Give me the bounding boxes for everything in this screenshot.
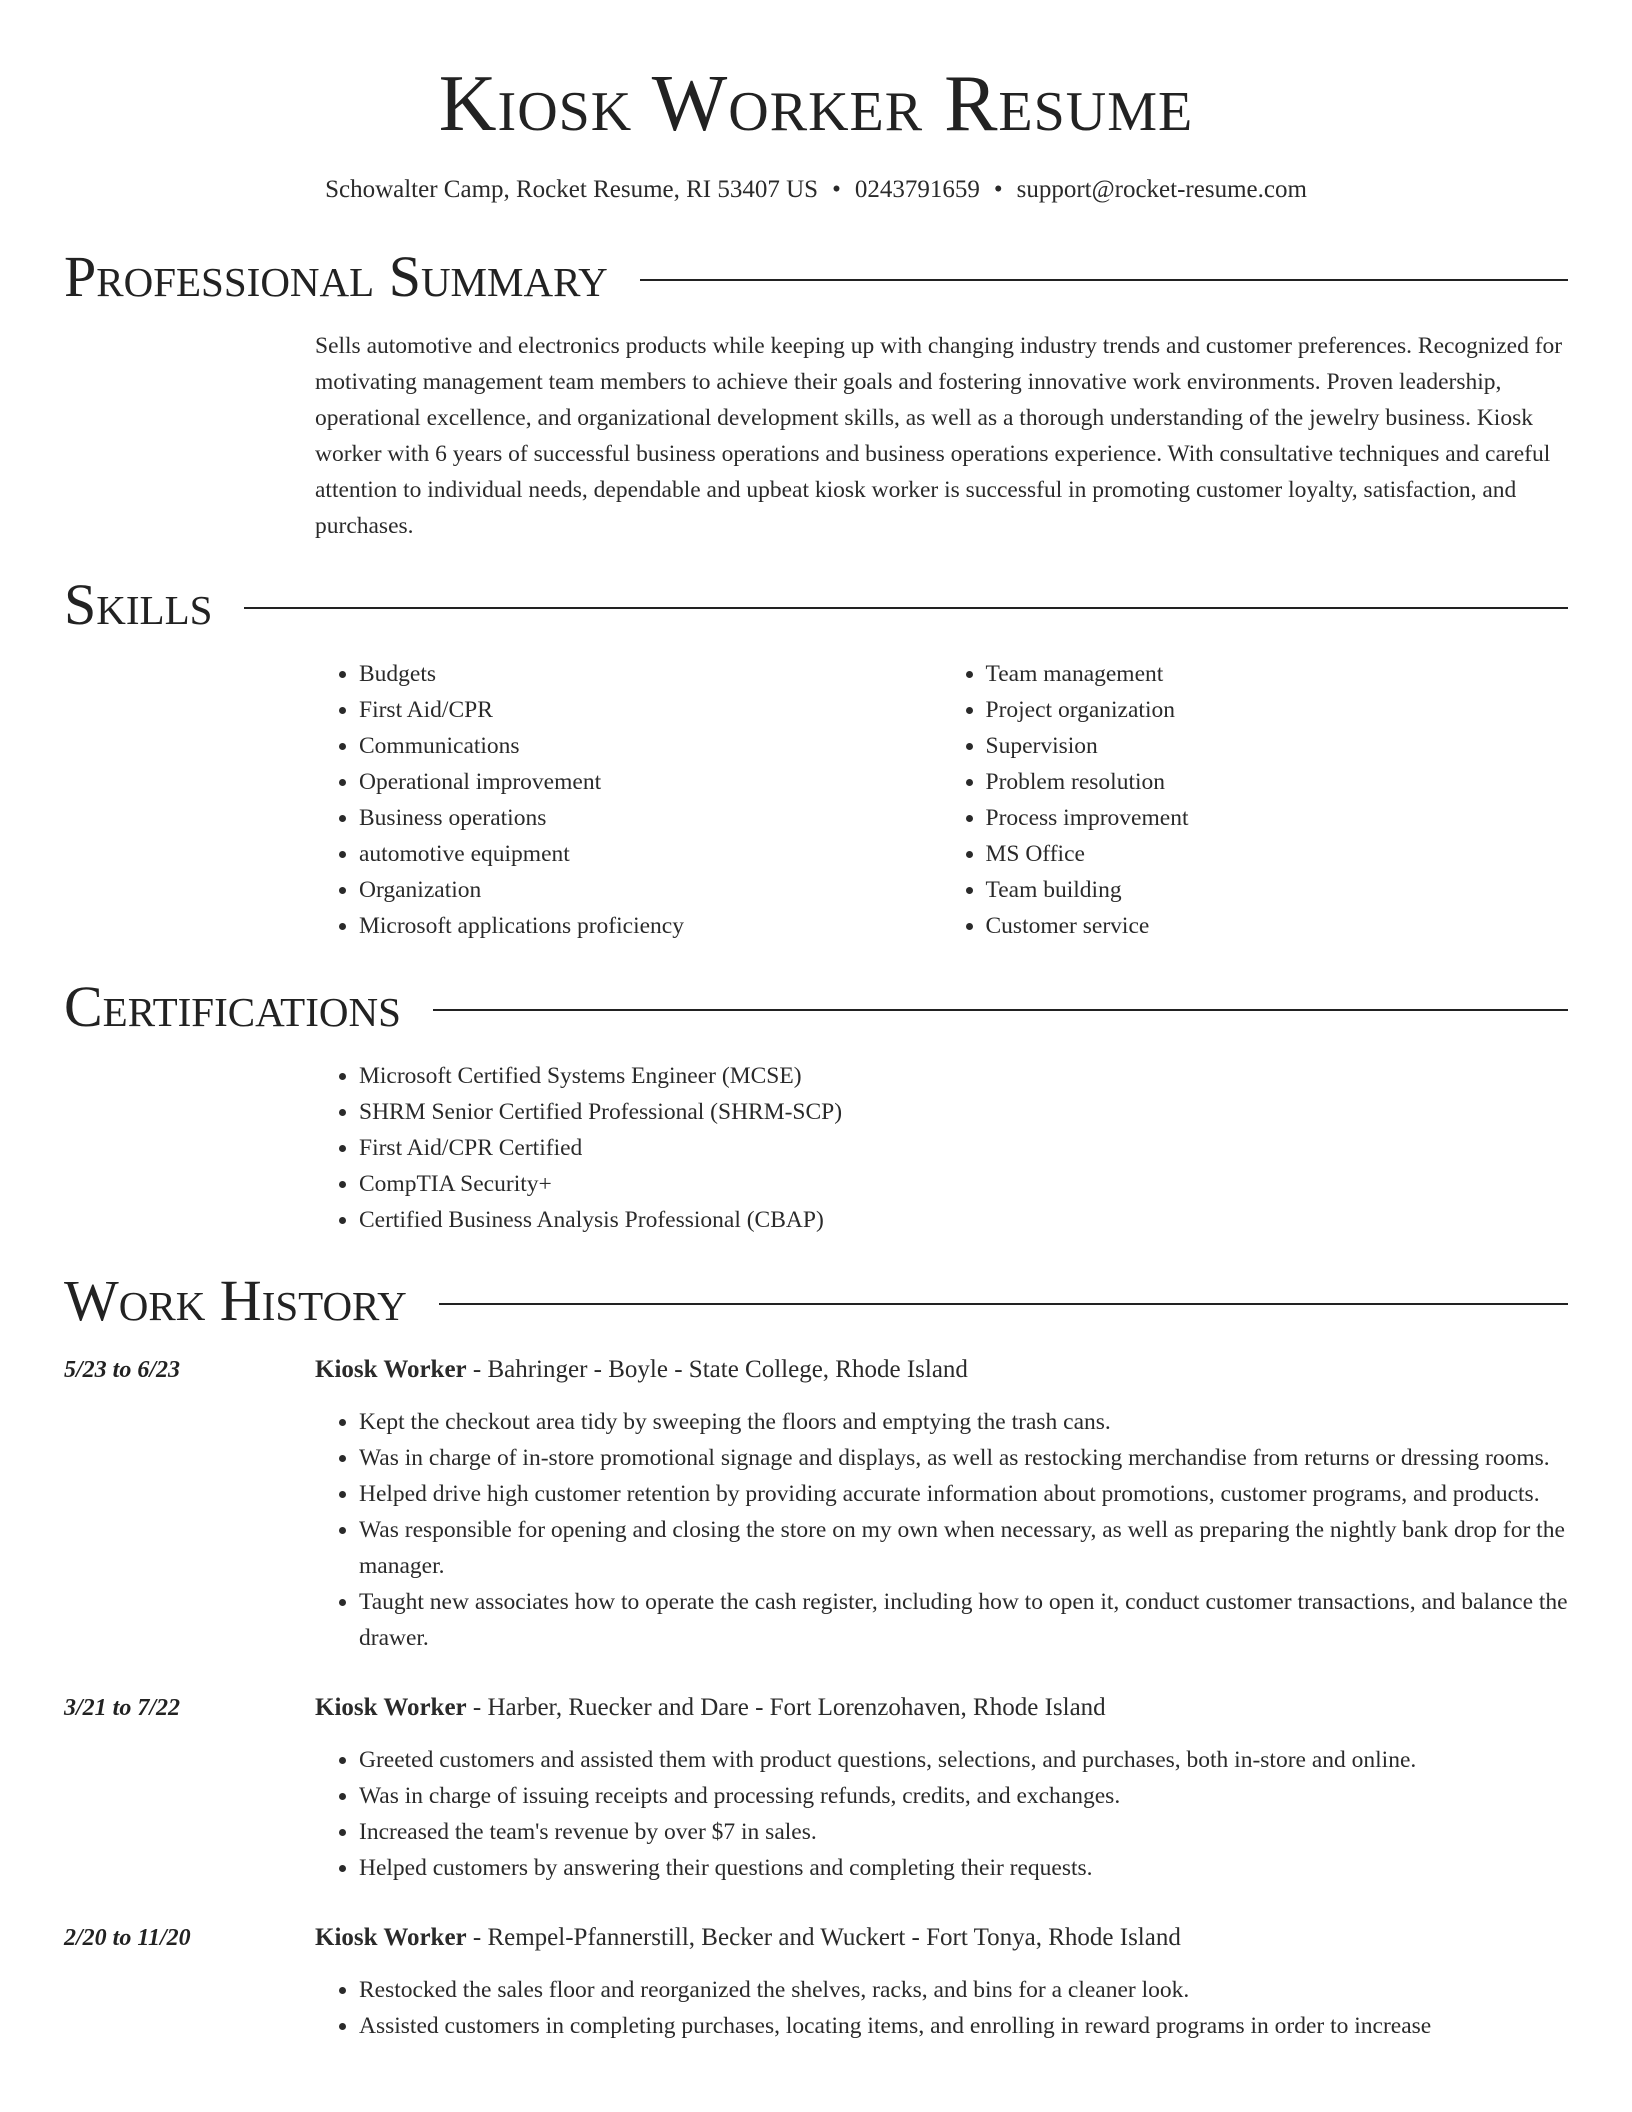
- skill-item: • Project organization: [986, 692, 1569, 728]
- section-work-header: [64, 1268, 1568, 1333]
- contact-email: support@rocket-resume.com: [1016, 176, 1307, 203]
- skill-item: • Customer service: [986, 908, 1569, 944]
- job-bullet: • Increased the team's revenue by over $7 in sales.: [359, 1814, 1568, 1850]
- contact-line: [64, 176, 1568, 204]
- job-heading: [315, 1690, 1568, 1726]
- job-bullet: • Helped customers by answering their questions and completing their requests.: [359, 1850, 1568, 1886]
- job-entry: [64, 1352, 1568, 1656]
- skill-item: • Budgets: [359, 656, 942, 692]
- job-dates: 5/23 to 6/23: [64, 1357, 181, 1383]
- skill-item: • Problem resolution: [986, 764, 1569, 800]
- skill-item: • automotive equipment: [359, 836, 942, 872]
- skill-item: • Microsoft applications proficiency: [359, 908, 942, 944]
- job-bullet: • Kept the checkout area tidy by sweeping the floors and emptying the trash cans.: [359, 1404, 1568, 1440]
- page-title: Kiosk Worker Resume: [438, 60, 1194, 148]
- job-bullet: • Taught new associates how to operate the cash register, including how to open it, conduct customer transactions, and balance the drawer.: [359, 1584, 1568, 1656]
- skills-list: [315, 656, 1568, 944]
- section-title-certifications: Certifications: [64, 974, 401, 1039]
- job-title: Kiosk Worker: [315, 1356, 467, 1383]
- section-title-work: Work History: [64, 1268, 407, 1333]
- job-dates: 2/20 to 11/20: [64, 1925, 191, 1951]
- job-bullet: • Was in charge of in-store promotional signage and displays, as well as restocking merchandise from returns or dressing rooms.: [359, 1440, 1568, 1476]
- skill-item: • Business operations: [359, 800, 942, 836]
- section-title-skills: Skills: [64, 572, 213, 637]
- skills-column-right: [942, 656, 1569, 944]
- job-bullets: [315, 1742, 1568, 1886]
- contact-separator: •: [993, 176, 1003, 203]
- contact-separator: •: [832, 176, 841, 203]
- certification-item: • SHRM Senior Certified Professional (SHRM-SCP): [359, 1094, 1568, 1130]
- skill-item: • MS Office: [986, 836, 1569, 872]
- certification-item: • Microsoft Certified Systems Engineer (MCSE): [359, 1058, 1568, 1094]
- certification-item: • First Aid/CPR Certified: [359, 1130, 1568, 1166]
- job-details: - Harber, Ruecker and Dare - Fort Lorenzohaven, Rhode Island: [466, 1694, 1106, 1721]
- summary-text: Sells automotive and electronics products while keeping up with changing industry trends and customer preferences. Recognized for motivating management team members to achieve their goals and fostering innovative work environments. Proven leadership, operational excellence, and organizational development skills, as well as a thorough understanding of the jewelry business. Kiosk worker with 6 years of successful business operations and business operations experience. With consultative techniques and careful attention to individual needs, dependable and upbeat kiosk worker is successful in promoting customer loyalty, satisfaction, and purchases.: [315, 333, 1563, 539]
- section-skills-header: [64, 572, 1568, 637]
- job-title: Kiosk Worker: [315, 1924, 467, 1951]
- section-summary-header: [64, 244, 1568, 309]
- job-bullets: [315, 1404, 1568, 1656]
- job-heading: [315, 1920, 1568, 1956]
- section-divider: [640, 279, 1568, 281]
- skill-item: • Supervision: [986, 728, 1569, 764]
- resume-page: [64, 0, 1568, 2044]
- certification-item: • CompTIA Security+: [359, 1166, 1568, 1202]
- job-bullet: • Greeted customers and assisted them with product questions, selections, and purchases, both in-store and online.: [359, 1742, 1568, 1778]
- job-dates: 3/21 to 7/22: [64, 1695, 181, 1721]
- job-entry: [64, 1690, 1568, 1886]
- job-bullet: • Restocked the sales floor and reorganized the shelves, racks, and bins for a cleaner look.: [359, 1972, 1568, 2008]
- skills-column-left: [315, 656, 942, 944]
- skill-item: • Communications: [359, 728, 942, 764]
- job-heading: [315, 1352, 1568, 1388]
- certifications-list: [315, 1058, 1568, 1238]
- job-bullet: • Helped drive high customer retention by providing accurate information about promotions, customer programs, and products.: [359, 1476, 1568, 1512]
- section-divider: [439, 1303, 1568, 1305]
- job-entry: [64, 1920, 1568, 2044]
- job-bullet: • Assisted customers in completing purchases, locating items, and enrolling in reward programs in order to increase: [359, 2008, 1568, 2044]
- skill-item: • Team building: [986, 872, 1569, 908]
- section-divider: [433, 1009, 1568, 1011]
- job-bullets: [315, 1972, 1568, 2044]
- job-bullet: • Was in charge of issuing receipts and processing refunds, credits, and exchanges.: [359, 1778, 1568, 1814]
- job-bullet: • Was responsible for opening and closing the store on my own when necessary, as well as preparing the nightly bank drop for the manager.: [359, 1512, 1568, 1584]
- section-certifications-header: [64, 974, 1568, 1039]
- job-details: - Rempel-Pfannerstill, Becker and Wuckert - Fort Tonya, Rhode Island: [466, 1924, 1181, 1951]
- skill-item: • Process improvement: [986, 800, 1569, 836]
- section-title-summary: Professional Summary: [64, 244, 608, 309]
- skill-item: • Organization: [359, 872, 942, 908]
- skill-item: • Operational improvement: [359, 764, 942, 800]
- section-divider: [244, 607, 1568, 609]
- skill-item: • First Aid/CPR: [359, 692, 942, 728]
- job-details: - Bahringer - Boyle - State College, Rhode Island: [466, 1356, 968, 1383]
- skill-item: • Team management: [986, 656, 1569, 692]
- contact-address: Schowalter Camp, Rocket Resume, RI 53407 US: [325, 176, 819, 203]
- job-title: Kiosk Worker: [315, 1694, 467, 1721]
- certification-item: • Certified Business Analysis Professional (CBAP): [359, 1202, 1568, 1238]
- contact-phone: 0243791659: [854, 176, 980, 203]
